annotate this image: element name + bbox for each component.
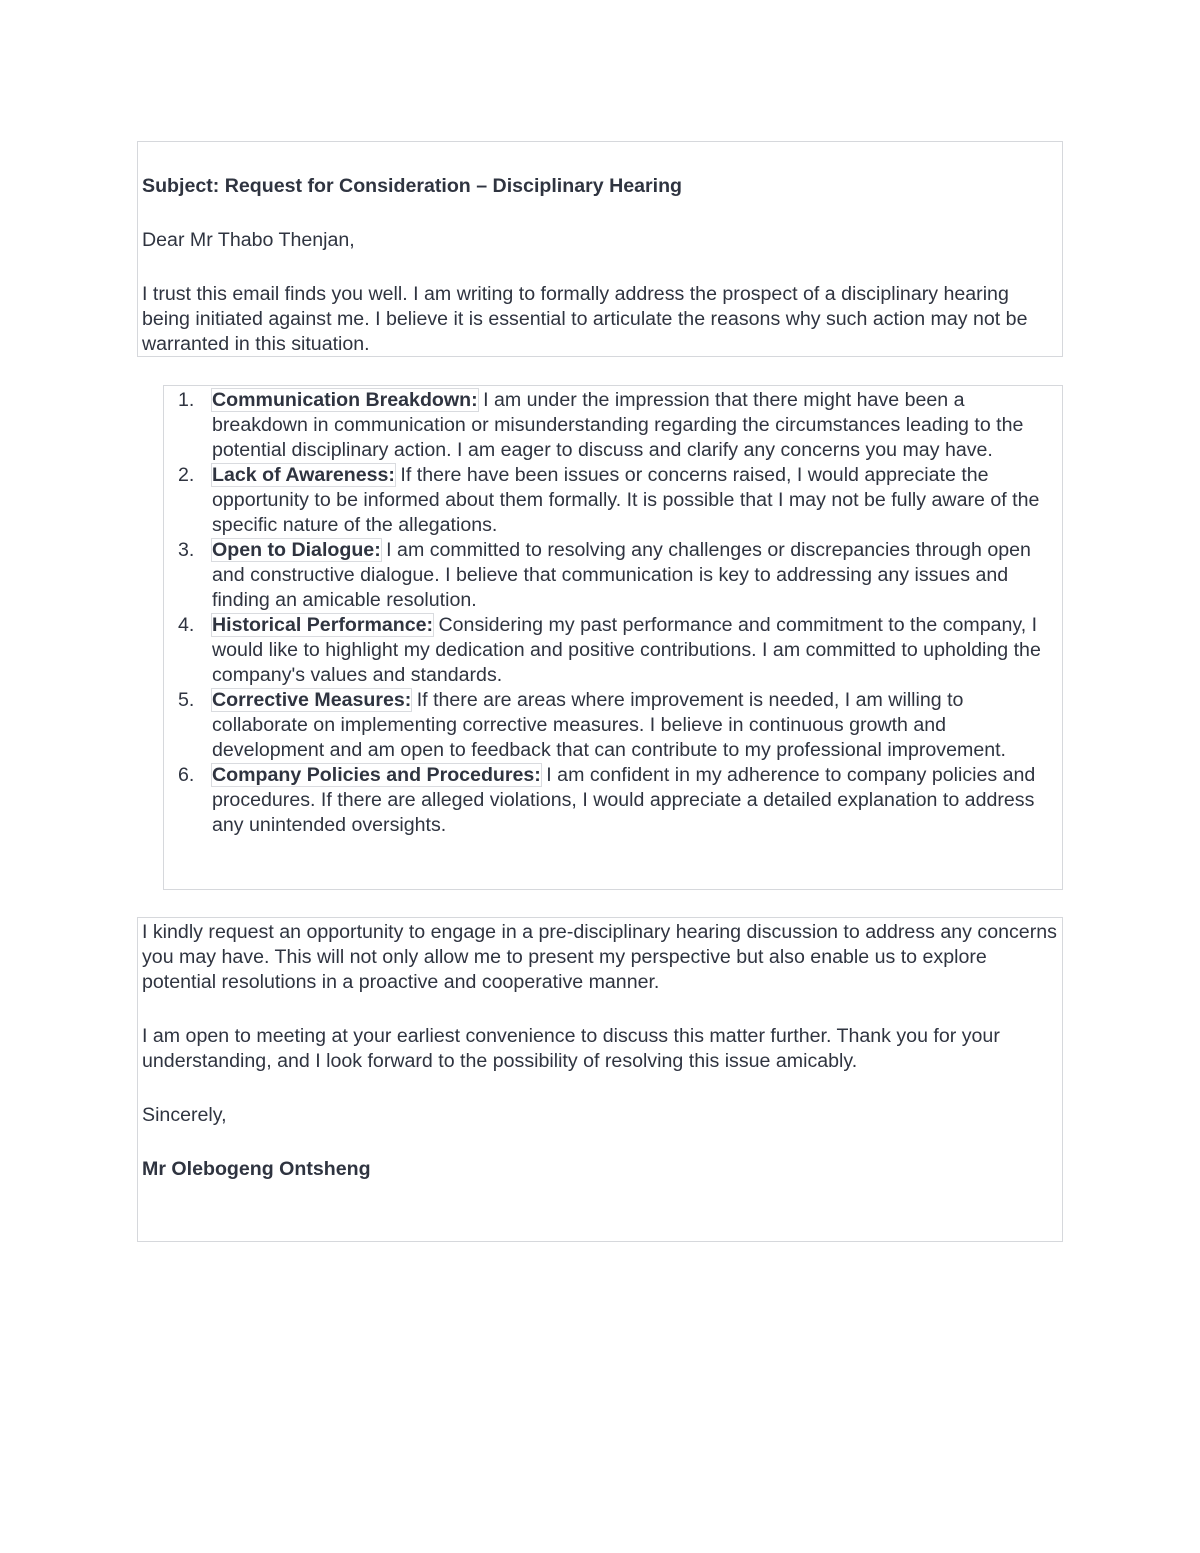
list-item: [164, 688, 1062, 763]
intro-paragraph: I trust this email finds you well. I am writing to formally address the prospect of a disciplinary hearing being initiated against me. I believe it is essential to articulate the reasons why such action may not be warranted in this situation.: [142, 283, 1028, 355]
salutation: Dear Mr Thabo Thenjan,: [142, 229, 355, 251]
points-section: [163, 385, 1063, 890]
signature: Mr Olebogeng Ontsheng: [142, 1158, 371, 1180]
intro-section: [137, 141, 1063, 357]
list-item-text: Considering my past performance and commitment to the company, I would like to highlight my dedication and positive contributions. I am committed to upholding the company's values and standards.: [212, 614, 1041, 686]
list-item-number: 1.: [178, 389, 195, 411]
closing-section: [137, 917, 1063, 1242]
list-item-text: I am under the impression that there might have been a breakdown in communication or misunderstanding regarding the circumstances leading to the potential disciplinary action. I am eager to discuss and clarify any concerns you may have.: [212, 389, 1024, 461]
points-list: [164, 388, 1062, 838]
list-item: [164, 388, 1062, 463]
list-item-title: Historical Performance:: [212, 614, 434, 636]
request-paragraph: I kindly request an opportunity to engage in a pre-disciplinary hearing discussion to address any concerns you may have. This will not only allow me to present my perspective but also enable us to explore potential resolutions in a proactive and cooperative manner.: [142, 921, 1057, 993]
list-item: [164, 763, 1062, 838]
list-item-text: I am confident in my adherence to company policies and procedures. If there are alleged violations, I would appreciate a detailed explanation to address any unintended oversights.: [212, 764, 1036, 836]
list-item: [164, 463, 1062, 538]
list-item-number: 5.: [178, 689, 195, 711]
list-item-number: 4.: [178, 614, 195, 636]
list-item-title: Company Policies and Procedures:: [212, 764, 541, 786]
list-item-number: 6.: [178, 764, 195, 786]
list-item-number: 2.: [178, 464, 195, 486]
closing-line: Sincerely,: [142, 1104, 227, 1126]
list-item: [164, 538, 1062, 613]
list-item-text: If there have been issues or concerns raised, I would appreciate the opportunity to be informed about them formally. It is possible that I may not be fully aware of the specific nature of the allegations.: [212, 464, 1040, 536]
list-item-text: I am committed to resolving any challenges or discrepancies through open and constructive dialogue. I believe that communication is key to addressing any issues and finding an amicable resolution.: [212, 539, 1031, 611]
list-item-title: Corrective Measures:: [212, 689, 412, 711]
list-item: [164, 613, 1062, 688]
list-item-title: Communication Breakdown:: [212, 389, 478, 411]
subject-line: Subject: Request for Consideration – Disciplinary Hearing: [142, 175, 683, 197]
list-item-title: Open to Dialogue:: [212, 539, 381, 561]
list-item-text: If there are areas where improvement is needed, I am willing to collaborate on implementing corrective measures. I believe in continuous growth and development and am open to feedback that can contribute to my professional improvement.: [212, 689, 1007, 761]
meeting-paragraph: I am open to meeting at your earliest convenience to discuss this matter further. Thank you for your understanding, and I look forward to the possibility of resolving this issue amicably.: [142, 1025, 1000, 1072]
list-item-number: 3.: [178, 539, 195, 561]
list-item-title: Lack of Awareness:: [212, 464, 395, 486]
